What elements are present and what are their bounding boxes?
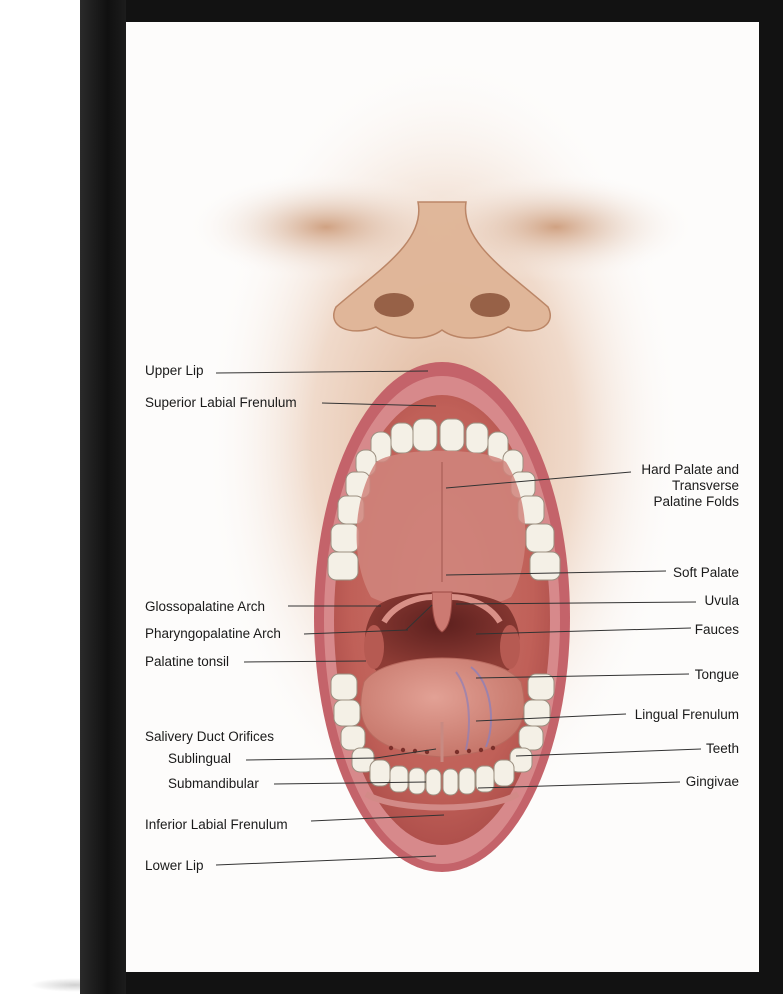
label-palatine-tonsil: Palatine tonsil [145, 654, 230, 669]
label-hard-palate-line2: Transverse [671, 478, 739, 493]
label-tongue: Tongue [694, 667, 739, 682]
label-teeth: Teeth [705, 741, 739, 756]
label-inferior-labial-frenulum: Inferior Labial Frenulum [145, 817, 288, 832]
label-fauces: Fauces [694, 622, 739, 637]
label-lingual-frenulum: Lingual Frenulum [634, 707, 739, 722]
label-gingivae: Gingivae [685, 774, 739, 789]
label-pharyngopalatine-arch: Pharyngopalatine Arch [145, 626, 281, 641]
label-lower-lip: Lower Lip [145, 858, 204, 873]
illustration-canvas [126, 22, 759, 972]
frame-side-edge [80, 0, 126, 994]
palatine-tonsil-right [500, 625, 520, 669]
label-uvula: Uvula [704, 593, 739, 608]
label-hard-palate [641, 462, 739, 510]
label-salivary-duct-orifices: Salivery Duct Orifices [145, 729, 275, 744]
label-superior-labial-frenulum: Superior Labial Frenulum [145, 395, 297, 410]
label-submandibular: Submandibular [168, 776, 259, 791]
label-soft-palate: Soft Palate [672, 565, 739, 580]
label-glossopalatine-arch: Glossopalatine Arch [145, 599, 266, 614]
label-upper-lip: Upper Lip [145, 363, 204, 378]
label-hard-palate-line3: Palatine Folds [653, 494, 739, 509]
label-sublingual: Sublingual [168, 751, 232, 766]
label-hard-palate-line1: Hard Palate and [641, 462, 739, 477]
